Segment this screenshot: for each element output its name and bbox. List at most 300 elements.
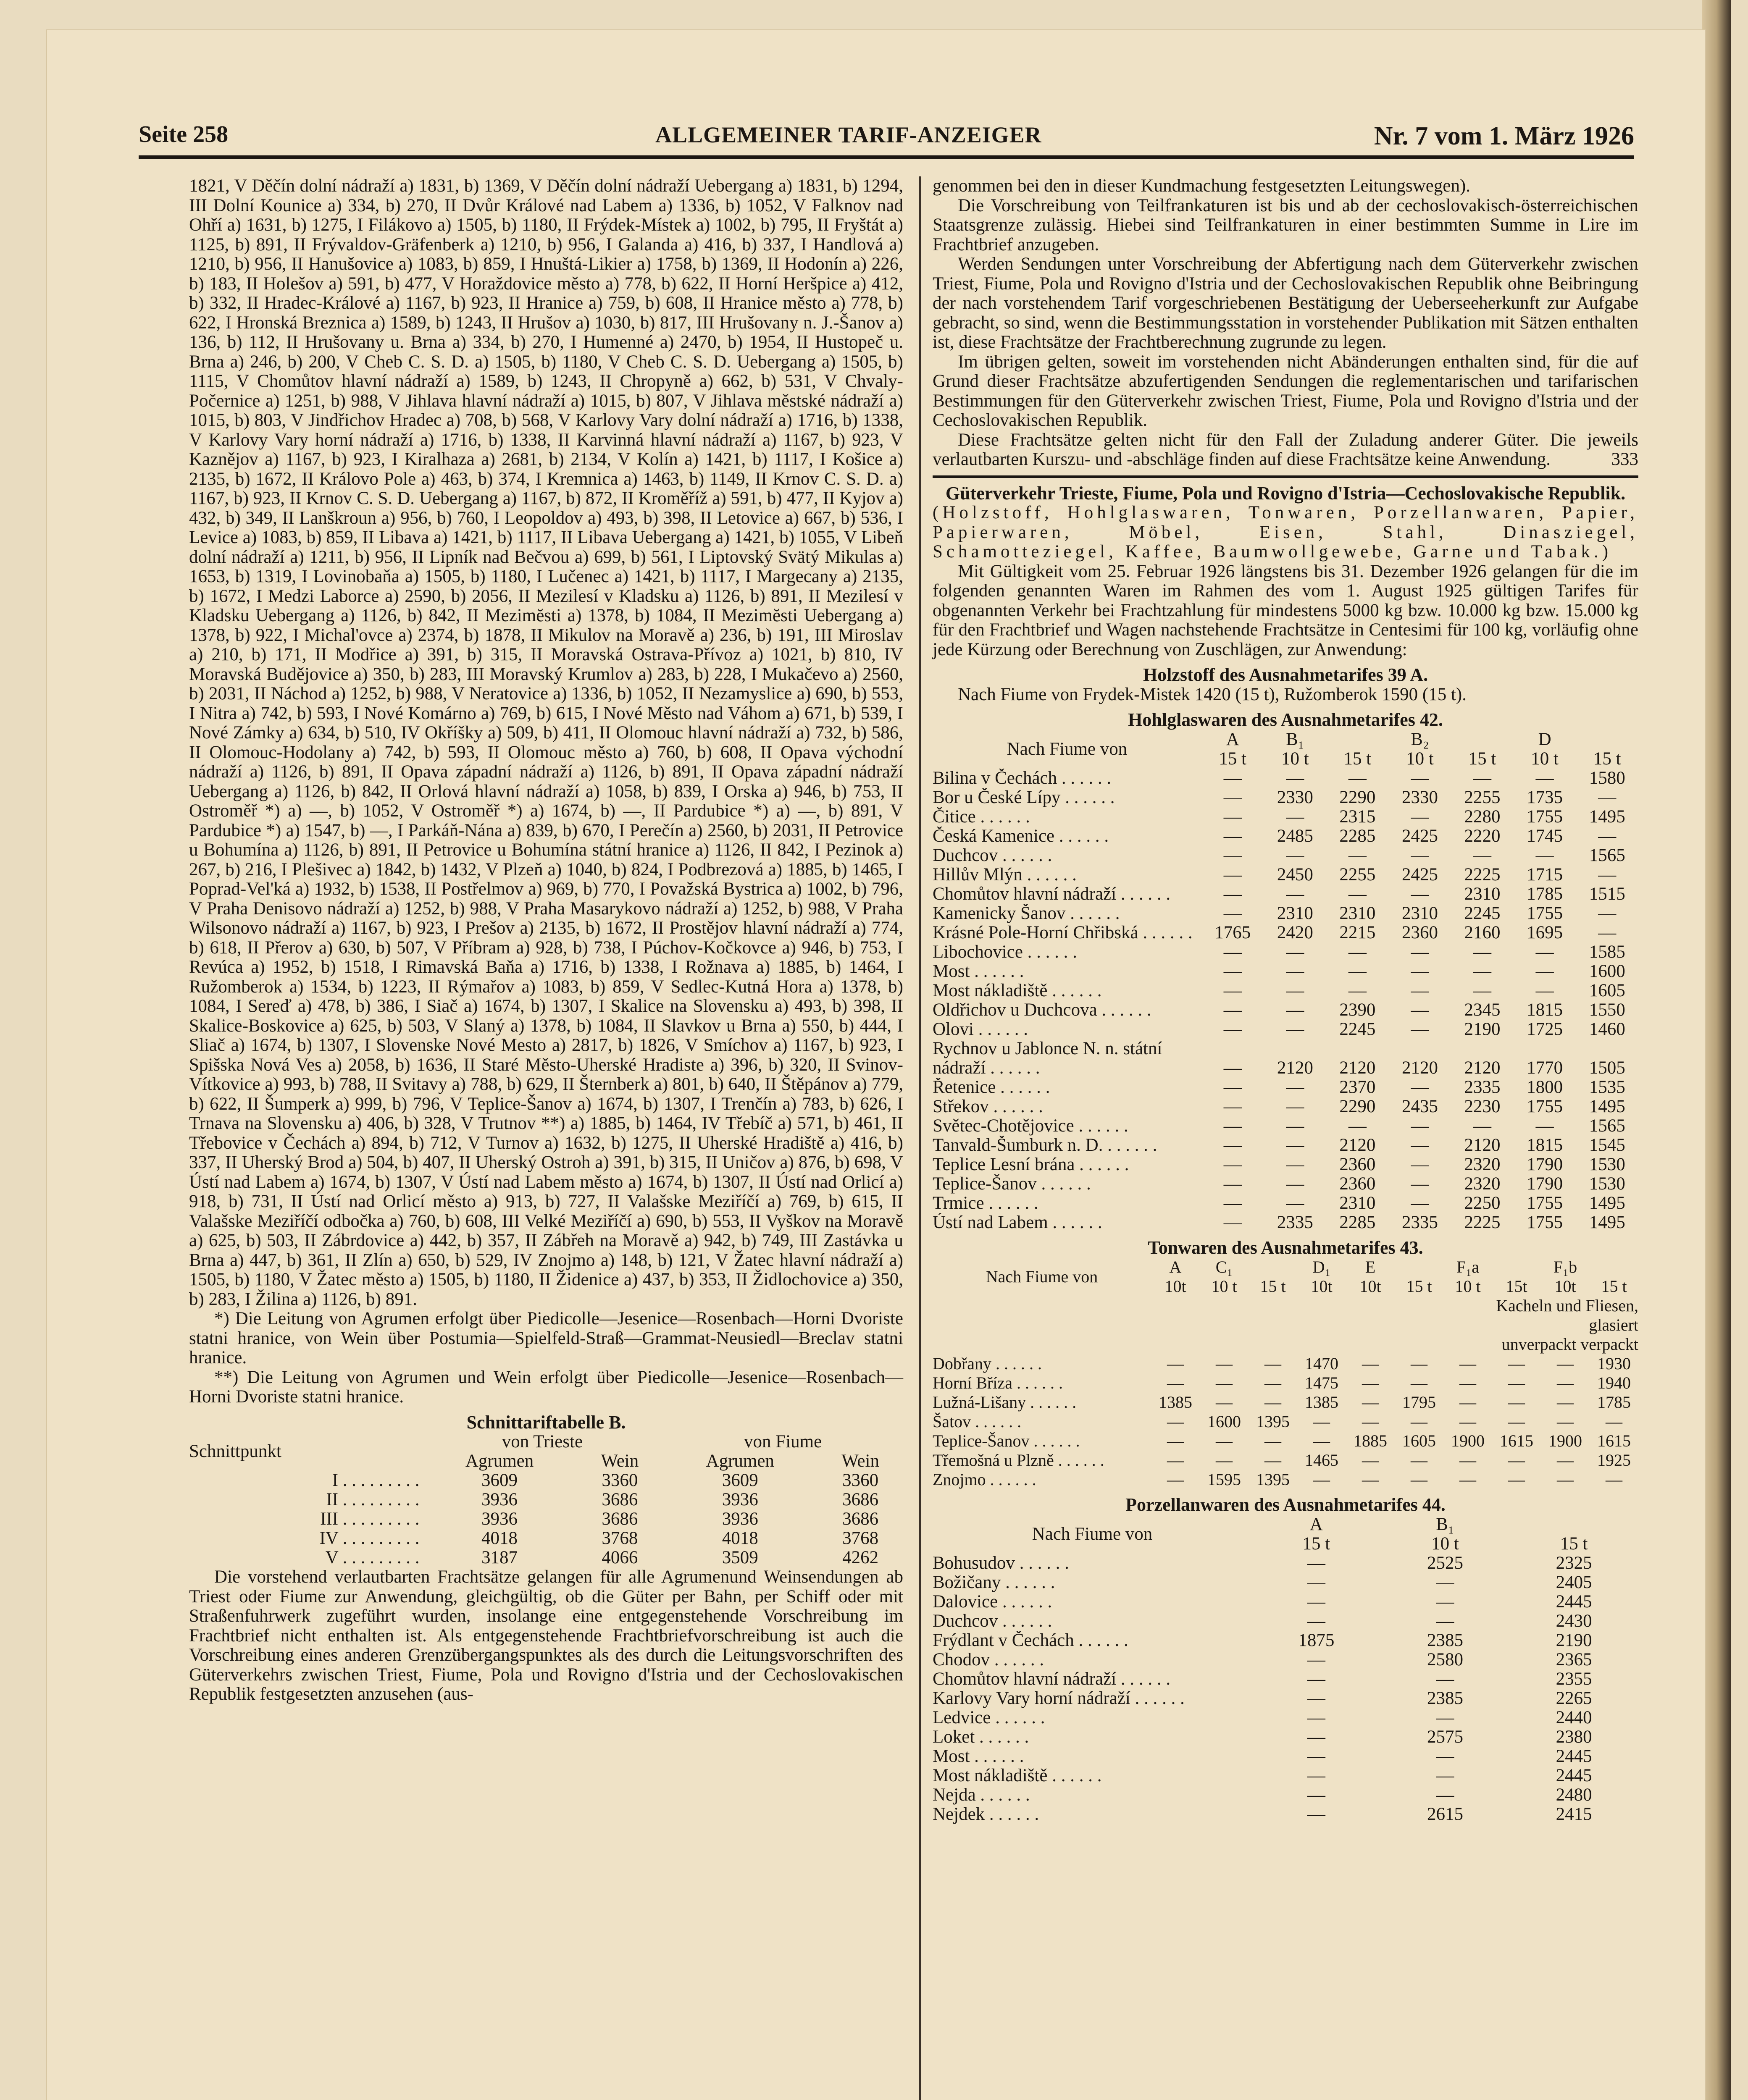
- rate-value: 2285: [1339, 1212, 1376, 1232]
- station-name: Chomůtov hlavní nádraží . . . . . .: [933, 884, 1171, 904]
- rate-value: 2485: [1277, 826, 1313, 846]
- table-row: [933, 1174, 1638, 1194]
- rate-value: 1755: [1527, 806, 1563, 827]
- rate-value: —: [1223, 1077, 1242, 1097]
- rate-value: —: [1606, 1412, 1622, 1431]
- table-row: [933, 1393, 1638, 1412]
- tariff-class-header: B₁: [1436, 1514, 1454, 1534]
- rate-value: —: [1286, 980, 1304, 1000]
- table-row: [933, 807, 1638, 827]
- rate-value: 1790: [1527, 1173, 1563, 1194]
- rate-value: 2430: [1556, 1611, 1592, 1631]
- table-row: [189, 1471, 903, 1490]
- rate-value: 2120: [1277, 1058, 1313, 1078]
- station-name: Česká Kamenice . . . . . .: [933, 826, 1109, 846]
- rate-value: —: [1286, 1193, 1304, 1213]
- rate-value: —: [1508, 1412, 1525, 1431]
- rate-value: 2320: [1464, 1173, 1501, 1194]
- rate-value: 2335: [1277, 1212, 1313, 1232]
- page-number: Seite 258: [139, 121, 229, 147]
- rate-value: 2120: [1401, 1058, 1438, 1078]
- rate-value: 3768: [842, 1528, 879, 1548]
- rate-value: —: [1307, 1688, 1325, 1708]
- rate-value: 2325: [1556, 1553, 1592, 1573]
- rate-value: 3936: [481, 1490, 518, 1509]
- table-note: Kacheln und Fliesen,: [1496, 1296, 1638, 1315]
- weight-header: 10 t: [1406, 748, 1434, 769]
- rate-value: —: [1167, 1451, 1184, 1470]
- rate-value: —: [1535, 942, 1554, 962]
- rate-value: —: [1286, 1000, 1304, 1020]
- rate-value: —: [1223, 1154, 1242, 1174]
- table-row: [933, 1451, 1638, 1470]
- table-origin-label: Nach Fiume von: [1007, 739, 1128, 759]
- tariff-class-header: [1509, 1515, 1638, 1534]
- weight-header: 10t: [1311, 1277, 1333, 1296]
- station-name: Znojmo . . . . . .: [933, 1470, 1036, 1489]
- schnitt-table-title: Schnittariftabelle B.: [466, 1412, 626, 1433]
- rate-value: —: [1362, 1451, 1379, 1470]
- station-name: Duchcov . . . . . .: [933, 845, 1052, 865]
- rate-value: —: [1313, 1412, 1330, 1431]
- table-row: [933, 1805, 1638, 1824]
- rate-value: —: [1307, 1611, 1325, 1631]
- rate-value: —: [1557, 1354, 1574, 1373]
- rate-value: 1495: [1589, 1096, 1625, 1116]
- tariff-class-header: D: [1538, 729, 1551, 749]
- rate-value: 1925: [1597, 1451, 1631, 1470]
- rate-value: [1264, 1039, 1327, 1058]
- rate-value: —: [1411, 1173, 1429, 1194]
- weight-header: 10t: [1359, 1277, 1381, 1296]
- rate-value: —: [1286, 1154, 1304, 1174]
- rate-value: 4262: [842, 1548, 879, 1567]
- rate-value: —: [1411, 980, 1429, 1000]
- table-note: unverpackt verpackt: [1501, 1335, 1638, 1354]
- weight-header: 10t: [1164, 1277, 1186, 1296]
- rate-value: —: [1473, 961, 1492, 981]
- station-name: Bor u České Lípy . . . . . .: [933, 788, 1115, 807]
- rate-value: 1930: [1597, 1354, 1631, 1373]
- rate-value: —: [1223, 1000, 1242, 1020]
- tariff-class-header: E: [1365, 1257, 1376, 1276]
- rate-value: 1385: [1159, 1393, 1192, 1412]
- rate-value: 2575: [1427, 1727, 1463, 1747]
- rate-value: —: [1167, 1470, 1184, 1489]
- rate-value: —: [1348, 961, 1367, 981]
- rate-value: —: [1313, 1470, 1330, 1489]
- station-name: Chomůtov hlavní nádraží . . . . . .: [933, 1669, 1171, 1689]
- rate-value: —: [1223, 1135, 1242, 1155]
- publication-title: ALLGEMEINER TARIF-ANZEIGER: [655, 122, 1042, 147]
- rate-value: —: [1167, 1412, 1184, 1431]
- station-name: Frýdlant v Čechách . . . . . .: [933, 1630, 1128, 1650]
- table-row: [933, 1097, 1638, 1116]
- rate-value: —: [1286, 845, 1304, 865]
- rate-value: [1389, 1039, 1451, 1058]
- rate-value: —: [1411, 1354, 1427, 1373]
- rate-value: —: [1508, 1451, 1525, 1470]
- rate-value: —: [1264, 1373, 1281, 1392]
- rate-value: —: [1598, 787, 1617, 807]
- rate-value: —: [1411, 1135, 1429, 1155]
- rate-value: 2440: [1556, 1707, 1592, 1727]
- table-row: [933, 1766, 1638, 1785]
- rate-value: 1465: [1305, 1451, 1338, 1470]
- schnitt-sub: Wein: [601, 1451, 639, 1471]
- table-row: [933, 1747, 1638, 1766]
- rate-value: —: [1557, 1373, 1574, 1392]
- table-row: [933, 1000, 1638, 1020]
- rate-value: 1770: [1527, 1058, 1563, 1078]
- schnittpunkt-label: III . . . . . . . . .: [320, 1509, 420, 1529]
- rate-value: —: [1307, 1727, 1325, 1747]
- rate-value: 2345: [1464, 1000, 1501, 1020]
- table-row: [933, 962, 1638, 981]
- rate-value: 2315: [1339, 806, 1376, 827]
- table-origin-label: Nach Fiume von: [1032, 1524, 1153, 1544]
- station-name: Most nákladiště . . . . . .: [933, 1766, 1102, 1785]
- rate-value: 1530: [1589, 1154, 1625, 1174]
- station-name: Kamenicky Šanov . . . . . .: [933, 903, 1120, 923]
- table-header-row: [933, 1257, 1638, 1277]
- table-row: [933, 769, 1638, 788]
- rate-value: 2445: [1556, 1591, 1592, 1612]
- station-name: Ledvice . . . . . .: [933, 1708, 1045, 1727]
- station-name: Krásné Pole-Horní Chřibská . . . . . .: [933, 923, 1193, 942]
- rate-value: —: [1557, 1393, 1574, 1412]
- holzstoff-text: Nach Fiume von Frydek-Mistek 1420 (15 t), Ružomberok 1590 (15 t).: [958, 684, 1467, 704]
- rate-value: 1725: [1527, 1019, 1563, 1039]
- rate-value: 1605: [1402, 1431, 1436, 1450]
- rate-value: 2360: [1339, 1154, 1376, 1174]
- tariff-class-header: A: [1226, 729, 1239, 749]
- schnittpunkt-label: II . . . . . . . . .: [326, 1490, 420, 1509]
- rate-value: [1451, 1039, 1514, 1058]
- rate-value: —: [1598, 826, 1617, 846]
- schnitt-sub: Agrumen: [465, 1451, 534, 1471]
- table-row: [933, 1412, 1638, 1431]
- rate-value: —: [1535, 961, 1554, 981]
- table-row: [933, 1213, 1638, 1232]
- rate-value: [1201, 1039, 1264, 1058]
- station-name: Horní Bříza . . . . . .: [933, 1373, 1063, 1392]
- rate-value: —: [1223, 1116, 1242, 1136]
- section-title: Güterverkehr Trieste, Fiume, Pola und Rovigno d'Istria—Cechoslovakische Republik.: [945, 483, 1626, 504]
- rate-value: —: [1264, 1451, 1281, 1470]
- rate-value: —: [1216, 1393, 1233, 1412]
- rate-value: 4066: [602, 1548, 638, 1567]
- station-name: nádraží . . . . . .: [933, 1058, 1040, 1078]
- paragraph-1: genommen bei den in dieser Kundmachung festgesetzten Leitungswegen).: [933, 176, 1471, 196]
- rate-value: 2245: [1464, 903, 1501, 923]
- page-spine: [1702, 0, 1731, 2100]
- rate-value: 3686: [842, 1509, 879, 1529]
- station-name: Teplice-Šanov . . . . . .: [933, 1431, 1080, 1450]
- rate-value: —: [1307, 1707, 1325, 1727]
- rate-value: [1576, 1039, 1638, 1058]
- rate-value: —: [1411, 1019, 1429, 1039]
- rate-value: 1600: [1589, 961, 1625, 981]
- rate-value: —: [1436, 1611, 1454, 1631]
- rate-value: —: [1307, 1765, 1325, 1785]
- table-note-row: [933, 1296, 1638, 1315]
- rate-value: —: [1459, 1470, 1476, 1489]
- holzstoff-title: Holzstoff des Ausnahmetarifes 39 A.: [1143, 664, 1428, 685]
- table-row: [933, 1136, 1638, 1155]
- rate-value: 1565: [1589, 845, 1625, 865]
- rate-value: 1535: [1589, 1077, 1625, 1097]
- rate-value: —: [1348, 980, 1367, 1000]
- rate-value: 2120: [1339, 1058, 1376, 1078]
- rate-value: —: [1606, 1470, 1622, 1489]
- rate-value: 2310: [1464, 884, 1501, 904]
- rate-value: 1395: [1256, 1412, 1290, 1431]
- tariff-class-header: A: [1309, 1514, 1323, 1534]
- weight-header: 15t: [1506, 1277, 1527, 1296]
- rate-value: —: [1598, 864, 1617, 885]
- rate-value: 1545: [1589, 1135, 1625, 1155]
- rate-value: 1475: [1305, 1373, 1338, 1392]
- rate-value: 1495: [1589, 1193, 1625, 1213]
- rate-value: —: [1362, 1470, 1379, 1489]
- rate-value: —: [1286, 768, 1304, 788]
- tariff-class-header: [1590, 1257, 1638, 1277]
- station-name: Čitice . . . . . .: [933, 807, 1030, 827]
- tariff-class-header: [1395, 1257, 1443, 1277]
- rate-value: 1755: [1527, 1212, 1563, 1232]
- rate-value: —: [1362, 1354, 1379, 1373]
- table-row: [189, 1529, 903, 1548]
- rate-value: 1800: [1527, 1077, 1563, 1097]
- rate-value: 3509: [722, 1548, 758, 1567]
- schnittpunkt-label: I . . . . . . . . .: [332, 1470, 420, 1490]
- rate-value: 1565: [1589, 1116, 1625, 1136]
- rate-value: [1326, 1039, 1389, 1058]
- station-name: Bohusudov . . . . . .: [933, 1553, 1069, 1573]
- rate-value: 1885: [1354, 1431, 1387, 1450]
- table-note-row: [933, 1315, 1638, 1335]
- station-name: Hillův Mlýn . . . . . .: [933, 865, 1077, 885]
- right-column: [933, 176, 1638, 1824]
- rate-value: —: [1436, 1572, 1454, 1592]
- rate-value: —: [1436, 1785, 1454, 1805]
- rate-value: 1745: [1527, 826, 1563, 846]
- station-name: Bilina v Čechách . . . . . .: [933, 768, 1112, 788]
- rate-value: —: [1307, 1804, 1325, 1824]
- weight-header: 15 t: [1468, 748, 1496, 769]
- station-name: Nejdek . . . . . .: [933, 1804, 1039, 1824]
- rate-value: 1470: [1305, 1354, 1338, 1373]
- rate-value: 1580: [1589, 768, 1625, 788]
- rate-value: 2290: [1339, 1096, 1376, 1116]
- rate-value: 1815: [1527, 1000, 1563, 1020]
- rate-value: 2415: [1556, 1804, 1592, 1824]
- rate-value: —: [1535, 768, 1554, 788]
- table-row: [933, 1670, 1638, 1689]
- rate-value: 1615: [1500, 1431, 1533, 1450]
- rate-value: 2190: [1556, 1630, 1592, 1650]
- tariff-class-header: [1249, 1257, 1297, 1277]
- rate-value: —: [1223, 806, 1242, 827]
- rate-value: —: [1307, 1669, 1325, 1689]
- tariff-class-header: A: [1169, 1257, 1182, 1276]
- rate-value: —: [1411, 1373, 1427, 1392]
- rate-value: —: [1362, 1412, 1379, 1431]
- station-name: Teplice-Šanov . . . . . .: [933, 1174, 1091, 1194]
- rate-value: —: [1216, 1451, 1233, 1470]
- rate-value: —: [1223, 787, 1242, 807]
- rate-value: —: [1598, 903, 1617, 923]
- table-row: [189, 1548, 903, 1567]
- rate-value: 2450: [1277, 864, 1313, 885]
- rate-value: —: [1223, 1173, 1242, 1194]
- rate-value: 2445: [1556, 1746, 1592, 1766]
- rate-value: —: [1216, 1373, 1233, 1392]
- rate-value: 2120: [1464, 1058, 1501, 1078]
- station-name: Loket . . . . . .: [933, 1727, 1029, 1747]
- rate-value: 3768: [602, 1528, 638, 1548]
- rate-value: —: [1436, 1707, 1454, 1727]
- rate-value: —: [1286, 1019, 1304, 1039]
- rate-value: 2330: [1401, 787, 1438, 807]
- rate-value: —: [1286, 942, 1304, 962]
- rate-value: 2420: [1277, 922, 1313, 942]
- paragraph-3: Werden Sendungen unter Vorschreibung der Abfertigung nach dem Güterverkehr zwischen Triest, Fiume, Pola und Rovigno d'Istria und der Cechoslovakischen Republik ohne Beibringung der nach vorstehendem Tarif vorgeschriebenen Bestätigung der Ueberseeherkunft zur Aufgabe gebracht, so sind, wenn die Bestimmungsstation in vorstehender Publikation mit Sätzen enthalten ist, diese Frachtsätze der Frachtberechnung zugrunde zu legen.: [933, 254, 1638, 352]
- rate-value: —: [1411, 845, 1429, 865]
- rate-value: —: [1223, 768, 1242, 788]
- rate-value: 2445: [1556, 1765, 1592, 1785]
- rate-value: —: [1223, 1193, 1242, 1213]
- rate-value: 2480: [1556, 1785, 1592, 1805]
- rate-value: —: [1436, 1591, 1454, 1612]
- rate-value: —: [1557, 1470, 1574, 1489]
- rate-value: —: [1307, 1591, 1325, 1612]
- rate-value: —: [1362, 1393, 1379, 1412]
- table-row: [933, 1020, 1638, 1039]
- rate-value: 2285: [1339, 826, 1376, 846]
- rate-value: 2360: [1339, 1173, 1376, 1194]
- station-name: Střekov . . . . . .: [933, 1097, 1043, 1116]
- rate-value: 2310: [1339, 1193, 1376, 1213]
- rate-value: 2255: [1464, 787, 1501, 807]
- tariff-class-header: [1492, 1257, 1541, 1277]
- rate-value: 2255: [1339, 864, 1376, 885]
- table-row: [933, 1650, 1638, 1670]
- table-row: [933, 1592, 1638, 1612]
- rate-value: —: [1264, 1431, 1281, 1450]
- station-name: Teplice Lesní brána . . . . . .: [933, 1155, 1129, 1174]
- table-row: [933, 1554, 1638, 1573]
- weight-header: 10 t: [1211, 1277, 1237, 1296]
- tariff-class-header: F₁a: [1456, 1257, 1479, 1276]
- rate-value: —: [1223, 826, 1242, 846]
- table-row: [933, 1078, 1638, 1097]
- rate-value: —: [1286, 884, 1304, 904]
- table-row: [933, 846, 1638, 865]
- schnittpunkt-label: V . . . . . . . . .: [325, 1548, 420, 1567]
- weight-header: 10 t: [1281, 748, 1309, 769]
- table-row: [933, 1431, 1638, 1451]
- table-row: [933, 904, 1638, 923]
- table-row: [933, 1194, 1638, 1213]
- rate-value: 2330: [1277, 787, 1313, 807]
- table-row: [933, 1058, 1638, 1078]
- rate-value: —: [1473, 768, 1492, 788]
- rate-value: —: [1223, 903, 1242, 923]
- rate-value: —: [1411, 1000, 1429, 1020]
- table-row: [933, 885, 1638, 904]
- hohlglas-title: Hohlglaswaren des Ausnahmetarifes 42.: [1128, 709, 1443, 730]
- rate-value: —: [1508, 1354, 1525, 1373]
- table-row: [189, 1490, 903, 1509]
- rate-value: 1695: [1527, 922, 1563, 942]
- rate-value: —: [1535, 980, 1554, 1000]
- rate-value: [1514, 1039, 1576, 1058]
- rate-value: —: [1307, 1649, 1325, 1670]
- porzellan-title: Porzellanwaren des Ausnahmetarifes 44.: [1125, 1494, 1446, 1515]
- rate-value: —: [1223, 864, 1242, 885]
- rate-value: 1530: [1589, 1173, 1625, 1194]
- paragraph-5-text: Diese Frachtsätze gelten nicht für den Fall der Zuladung anderer Güter. Die jeweils verlautbarten Kurszu- und -abschläge finden auf diese Frachtsätze keine Anwendung.: [933, 430, 1638, 469]
- rate-value: —: [1411, 1412, 1427, 1431]
- rate-value: 2360: [1401, 922, 1438, 942]
- rate-value: —: [1348, 942, 1367, 962]
- weight-header: 15 t: [1601, 1277, 1627, 1296]
- station-name: Duchcov . . . . . .: [933, 1611, 1052, 1631]
- rate-value: 2225: [1464, 864, 1501, 885]
- rate-value: —: [1286, 1096, 1304, 1116]
- rate-value: —: [1167, 1431, 1184, 1450]
- rate-value: —: [1459, 1412, 1476, 1431]
- rate-value: 2525: [1427, 1553, 1463, 1573]
- rate-value: —: [1216, 1431, 1233, 1450]
- rate-value: 3187: [481, 1548, 518, 1567]
- rate-value: —: [1411, 1116, 1429, 1136]
- rate-value: —: [1223, 942, 1242, 962]
- tariff-class-header: C₁: [1215, 1257, 1233, 1276]
- rate-value: 2435: [1401, 1096, 1438, 1116]
- rate-value: 2120: [1339, 1135, 1376, 1155]
- station-name: Božičany . . . . . .: [933, 1572, 1055, 1592]
- rate-value: 4018: [481, 1528, 518, 1548]
- rate-value: 1395: [1256, 1470, 1290, 1489]
- weight-header: 10t: [1554, 1277, 1576, 1296]
- table-row: [933, 827, 1638, 846]
- tariff-class-header: [1326, 730, 1389, 749]
- rate-value: 2355: [1556, 1669, 1592, 1689]
- rate-value: 2370: [1339, 1077, 1376, 1097]
- table-note-row: [933, 1335, 1638, 1354]
- rate-value: —: [1313, 1431, 1330, 1450]
- rate-value: —: [1535, 845, 1554, 865]
- table-row: [933, 1470, 1638, 1489]
- station-name: Nejda . . . . . .: [933, 1785, 1030, 1805]
- rate-value: 1515: [1589, 884, 1625, 904]
- rate-value: —: [1216, 1354, 1233, 1373]
- rate-value: 3360: [842, 1470, 879, 1490]
- rate-value: —: [1411, 768, 1429, 788]
- schnitt-col-label: Schnittpunkt: [189, 1441, 281, 1461]
- rate-value: —: [1508, 1373, 1525, 1392]
- rate-value: —: [1473, 845, 1492, 865]
- station-name: Dobřany . . . . . .: [933, 1354, 1042, 1373]
- table-origin-label: Nach Fiume von: [986, 1267, 1098, 1286]
- rate-value: 2320: [1464, 1154, 1501, 1174]
- rate-value: —: [1459, 1393, 1476, 1412]
- station-name: Ústí nad Labem . . . . . .: [933, 1213, 1102, 1232]
- rate-value: —: [1459, 1373, 1476, 1392]
